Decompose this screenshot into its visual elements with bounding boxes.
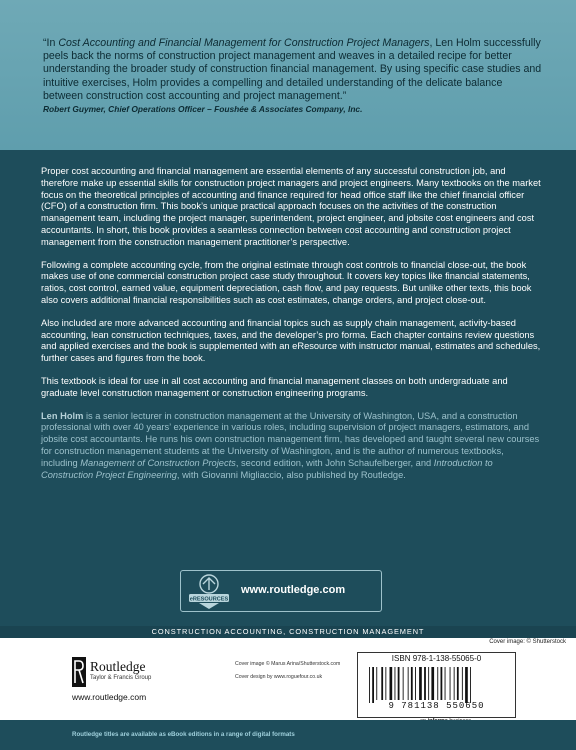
eresource-url[interactable]: www.routledge.com bbox=[241, 584, 346, 596]
eresources-badge-icon bbox=[185, 573, 233, 609]
bio-text-2: , second edition, with John Schaufelberger, and bbox=[235, 457, 434, 468]
quote-open: “In bbox=[43, 37, 59, 49]
bio-book-1: Management of Construction Projects bbox=[80, 457, 236, 468]
publisher-subtitle: Taylor & Francis Group bbox=[90, 675, 152, 681]
cover-image-credit: Cover image: © Shutterstock bbox=[489, 639, 566, 645]
description-paragraph-4: This textbook is ideal for use in all cost accounting and financial management classes on both undergraduate and graduate level construction management or construction engineering programs. bbox=[41, 375, 508, 398]
barcode-box bbox=[357, 652, 516, 718]
bio-text-1: is a senior lecturer in construction management at the University of Washington, USA, and a construction professional with over 40 years’ experience in various roles, including supervision of project managers, estimators, and jobsite cost accountants. He runs his own construction management firm, has developed and taught several new courses for construction management students at the University of Washington, and is the author of numerous textbooks, including bbox=[41, 410, 540, 468]
author-name: Len Holm bbox=[41, 410, 84, 421]
isbn-label: ISBN 978-1-138-55065-0 bbox=[391, 654, 482, 663]
quote-book-title: Cost Accounting and Financial Management for Construction Project Managers bbox=[58, 37, 430, 49]
publisher-name: Routledge bbox=[90, 659, 146, 674]
description-paragraph-2: Following a complete accounting cycle, from the original estimate through cost controls to financial close-out, the book makes use of one commercial construction project case study throughout. It covers key topics like financial statements, ratios, cost control, earned value, equipment depreciation, cash flow, and pay requests. But unlike other texts, this book also covers additional financial responsibilities such as cost estimates, change orders, and project close-out. bbox=[41, 259, 532, 305]
endorsement-quote bbox=[43, 37, 543, 116]
description-body bbox=[41, 166, 541, 492]
quote-attribution: Robert Guymer, Chief Operations Officer – Foushée & Associates Company, Inc. bbox=[43, 104, 363, 115]
publisher-logo bbox=[72, 657, 192, 707]
bio-book-2: Introduction to Construction Project Engineering bbox=[41, 457, 493, 480]
quote-panel bbox=[0, 0, 576, 150]
barcode-digits: 9 781138 550650 bbox=[388, 701, 485, 711]
description-paragraph-1: Proper cost accounting and financial management are essential elements of any successful construction job, and therefore make up essential skills for construction project managers and project engineers. Many textbooks on the market focus on the theoretical principles of accounting and finance required for head office staff like the chief financial officer (CFO) of a construction firm. This book’s unique practical approach focuses on the activities of the construction management team, including the project manager, superintendent, project engineer, and jobsite cost engineers and cost accountants. In short, this book provides a seamless connection between cost accounting and construction project management from the construction management practitioner’s perspective. bbox=[41, 166, 541, 247]
description-paragraph-3: Also included are more advanced accounting and financial topics such as supply chain management, activity-based accounting, lean construction techniques, taxes, and the developer’s pro forma. Each chapter contains review questions and applied exercises and the book is supplemented with an eResource with instructor manual, estimates and schedules, further cases and figures from the book. bbox=[41, 317, 541, 364]
bio-text-3: , with Giovanni Migliaccio, also published by Routledge. bbox=[176, 469, 406, 480]
quote-body: , Len Holm successfully peels back the norms of construction project management and weaves in a detailed recipe for better understanding the broader study of construction financial management. By using specific case studies and intuitive exercises, Holm provides a compelling and detailed understanding of the delicate balance between construction cost accounting and project management.” bbox=[43, 37, 542, 102]
barcode-icon bbox=[368, 667, 508, 703]
author-bio bbox=[41, 411, 541, 482]
description-panel bbox=[0, 150, 576, 626]
eresource-box[interactable] bbox=[180, 570, 382, 612]
publisher-strip bbox=[0, 638, 576, 720]
cover-credits bbox=[235, 658, 340, 684]
routledge-logo-icon bbox=[72, 657, 86, 687]
credit-image: Cover image © Marus Arina/Shutterstock.com bbox=[235, 661, 341, 667]
subject-category: CONSTRUCTION ACCOUNTING, CONSTRUCTION MANAGEMENT bbox=[0, 626, 576, 638]
publisher-url[interactable]: www.routledge.com bbox=[72, 692, 147, 702]
ebook-footer bbox=[0, 720, 576, 750]
eresources-badge-text: eRESOURCES bbox=[189, 596, 229, 603]
ebook-note: Routledge titles are available as eBook editions in a range of digital formats bbox=[72, 731, 295, 738]
credit-design: Cover design by www.roguefour.co.uk bbox=[235, 674, 323, 680]
